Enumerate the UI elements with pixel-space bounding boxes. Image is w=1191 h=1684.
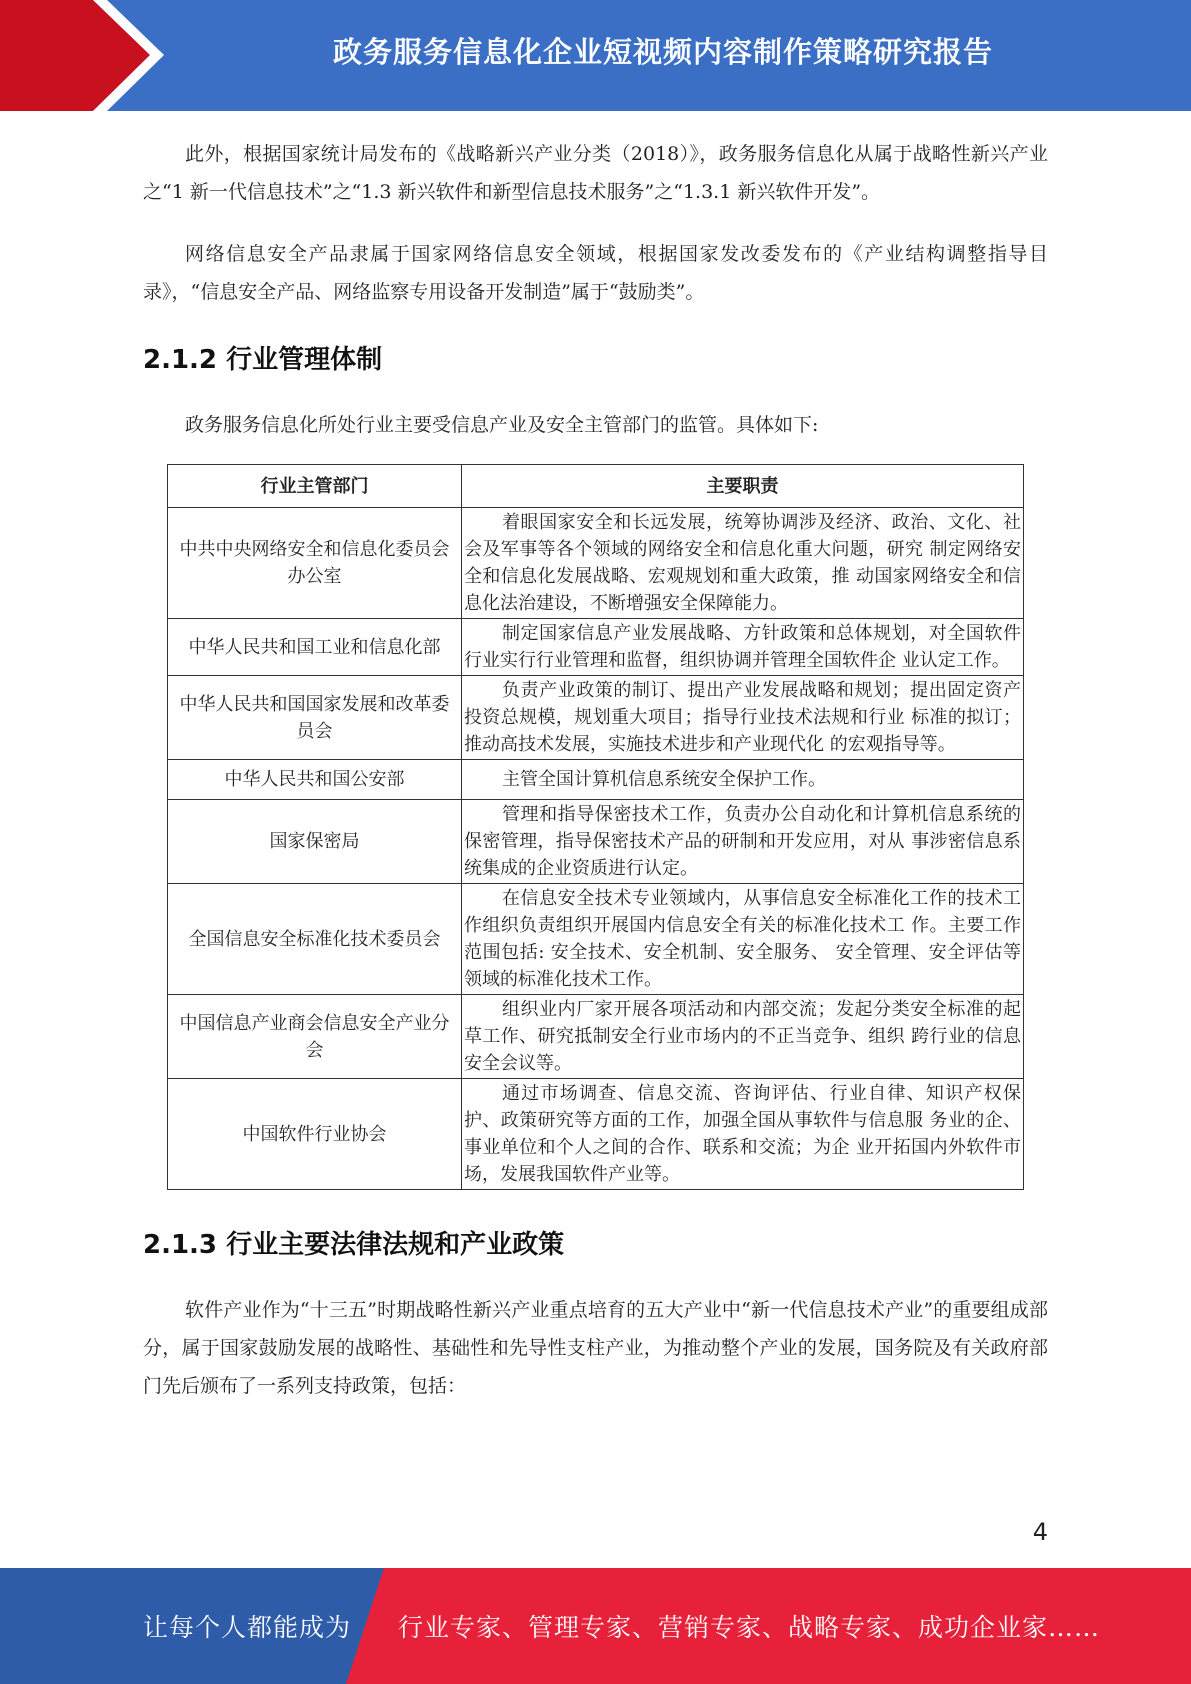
duty-cell: 着眼国家安全和长远发展，统筹协调涉及经济、政治、文化、社会及军事等各个领域的网络安全和信息化重大问题，研究 制定网络安全和信息化发展战略、宏观规划和重大政策，推 动国家网络安全和信息化法治建设，不断增强安全保障能力。 xyxy=(462,508,1024,619)
duty-cell: 通过市场调查、信息交流、咨询评估、行业自律、知识产权保护、政策研究等方面的工作，加强全国从事软件与信息服 务业的企、事业单位和个人之间的合作、联系和交流；为企 业开拓国内外软件市场，发展我国软件产业等。 xyxy=(462,1079,1024,1190)
department-cell: 中国信息产业商会信息安全产业分会 xyxy=(168,995,462,1079)
duty-cell: 主管全国计算机信息系统安全保护工作。 xyxy=(462,760,1024,800)
table-header-row xyxy=(168,465,1024,508)
department-cell: 国家保密局 xyxy=(168,800,462,884)
page-header xyxy=(0,0,1191,111)
column-header-department: 行业主管部门 xyxy=(168,465,462,508)
table-row xyxy=(168,995,1024,1079)
page-footer xyxy=(0,1568,1191,1684)
section-heading-2-1-3: 2.1.3 行业主要法律法规和产业政策 xyxy=(143,1230,565,1260)
paragraph-classification: 此外，根据国家统计局发布的《战略新兴产业分类（2018）》，政务服务信息化从属于战略性新兴产业之“1 新一代信息技术”之“1.3 新兴软件和新型信息技术服务”之“1.3.1 新兴软件开发”。 xyxy=(143,143,1048,203)
duty-cell: 在信息安全技术专业领域内，从事信息安全标准化工作的技术工作组织负责组织开展国内信息安全有关的标准化技术工 作。主要工作范围包括: 安全技术、安全机制、安全服务、 安全管理、安全评估等领域的标准化技术工作。 xyxy=(462,884,1024,995)
table-row xyxy=(168,508,1024,619)
duty-cell: 负责产业政策的制订、提出产业发展战略和规划；提出固定资产投资总规模，规划重大项目；指导行业技术法规和行业 标准的拟订；推动高技术发展，实施技术进步和产业现代化 的宏观指导等。 xyxy=(462,676,1024,760)
department-cell: 中国软件行业协会 xyxy=(168,1079,462,1190)
table-row xyxy=(168,1079,1024,1190)
report-title: 政务服务信息化企业短视频内容制作策略研究报告 xyxy=(332,34,993,69)
footer-slogan-left: 让每个人都能成为 xyxy=(143,1613,352,1642)
page-content xyxy=(143,130,1048,1405)
department-cell: 中共中央网络安全和信息化委员会办公室 xyxy=(168,508,462,619)
footer-slogan-right: 行业专家、管理专家、营销专家、战略专家、成功企业家…… xyxy=(398,1613,1101,1642)
table-row xyxy=(168,676,1024,760)
table-row xyxy=(168,760,1024,800)
department-cell: 中华人民共和国公安部 xyxy=(168,760,462,800)
paragraph-software-policy: 软件产业作为“十三五”时期战略性新兴产业重点培育的五大产业中“新一代信息技术产业”的重要组成部分，属于国家鼓励发展的战略性、基础性和先导性支柱产业，为推动整个产业的发展，国务院及有关政府部门先后颁布了一系列支持政策，包括： xyxy=(143,1299,1048,1397)
duty-cell: 管理和指导保密技术工作，负责办公自动化和计算机信息系统的保密管理，指导保密技术产品的研制和开发应用，对从 事涉密信息系统集成的企业资质进行认定。 xyxy=(462,800,1024,884)
table-row xyxy=(168,884,1024,995)
page-number: 4 xyxy=(1032,1518,1048,1546)
column-header-duties: 主要职责 xyxy=(462,465,1024,508)
department-cell: 中华人民共和国国家发展和改革委员会 xyxy=(168,676,462,760)
regulator-table xyxy=(167,464,1024,1190)
table-row xyxy=(168,800,1024,884)
paragraph-regulation-intro: 政务服务信息化所处行业主要受信息产业及安全主管部门的监管。具体如下: xyxy=(185,414,819,436)
duty-cell: 组织业内厂家开展各项活动和内部交流；发起分类安全标准的起草工作、研究抵制安全行业市场内的不正当竞争、组织 跨行业的信息安全会议等。 xyxy=(462,995,1024,1079)
table-row xyxy=(168,619,1024,676)
department-cell: 中华人民共和国工业和信息化部 xyxy=(168,619,462,676)
paragraph-security-products: 网络信息安全产品隶属于国家网络信息安全领域，根据国家发改委发布的《产业结构调整指导目录》，“信息安全产品、网络监察专用设备开发制造”属于“鼓励类”。 xyxy=(143,243,1048,303)
duty-cell: 制定国家信息产业发展战略、方针政策和总体规划，对全国软件行业实行行业管理和监督，组织协调并管理全国软件企 业认定工作。 xyxy=(462,619,1024,676)
section-heading-2-1-2: 2.1.2 行业管理体制 xyxy=(143,345,383,375)
department-cell: 全国信息安全标准化技术委员会 xyxy=(168,884,462,995)
